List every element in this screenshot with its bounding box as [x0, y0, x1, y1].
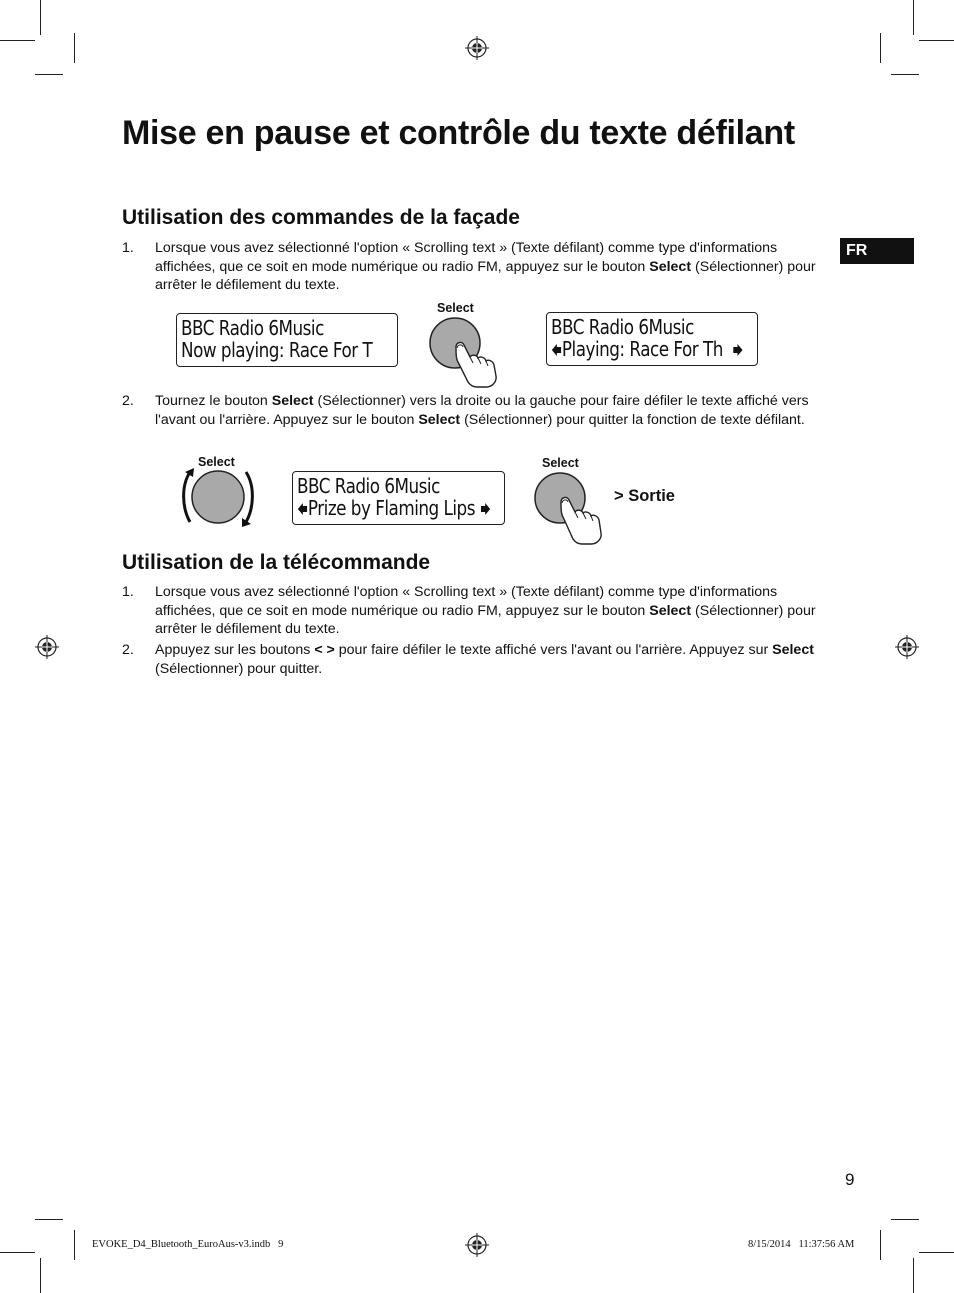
step-number: 1. [122, 240, 134, 256]
crop-mark [35, 74, 63, 75]
crop-mark [40, 1258, 41, 1293]
select-knob-press-icon [428, 316, 500, 388]
registration-mark-icon [465, 1233, 489, 1257]
step-text-bold: Select [271, 393, 314, 409]
crop-mark [0, 1252, 35, 1253]
crop-mark [919, 1252, 954, 1253]
step-text [155, 583, 834, 639]
step-text [155, 641, 834, 678]
knob-label: Select [542, 456, 579, 470]
arrow-left-icon [551, 343, 562, 357]
crop-mark [35, 1219, 63, 1220]
step-text-bold: Select [649, 602, 692, 619]
lcd-display-1 [176, 313, 398, 367]
step-text-part: pour faire défiler le texte affiché vers l'avant ou l'arrière. Appuyez sur [334, 642, 773, 658]
footer-file-name: EVOKE_D4_Bluetooth_EuroAus-v3.indb 9 [92, 1239, 284, 1250]
step-text-part: (Sélectionner) pour quitter. [155, 660, 323, 677]
crop-mark [74, 33, 75, 63]
arrow-left-icon [297, 502, 308, 516]
crop-mark [919, 40, 954, 41]
step-number: 1. [122, 584, 134, 600]
page-title: Mise en pause et contrôle du texte défilant [122, 114, 795, 152]
step-number: 2. [122, 642, 134, 658]
lcd-line-2: Now playing: Race For T [181, 338, 373, 362]
language-tab: FR [840, 238, 914, 264]
step-text-part: (Sélectionner) pour arrêter le défilement du texte. [155, 602, 816, 637]
step-text [155, 392, 834, 429]
knob-label: Select [198, 455, 235, 469]
crop-mark [74, 1230, 75, 1260]
step-number: 2. [122, 393, 134, 409]
instruction-step [122, 641, 834, 678]
crop-mark [880, 33, 881, 63]
lcd-line-text: Playing: Race For Th [561, 337, 723, 361]
crop-mark [880, 1230, 881, 1260]
knob-label: Select [437, 301, 474, 315]
step-text-part: Lorsque vous avez sélectionné l'option « Scrolling text » (Texte défilant) comme type d'informations affichées, que ce soit en mode numérique ou radio FM, appuyez sur le bouton [155, 584, 778, 619]
registration-mark-icon [465, 36, 489, 60]
arrow-right-icon [480, 502, 491, 516]
lcd-line-text: Prize by Flaming Lips [307, 496, 475, 520]
instruction-step [122, 583, 834, 639]
step-text-part: Tournez le bouton [155, 393, 272, 409]
registration-mark-icon [35, 635, 59, 659]
crop-mark [913, 1258, 914, 1293]
step-text-part: (Sélectionner) pour quitter la fonction de texte défilant. [460, 411, 805, 428]
step-text-bold: Select [772, 642, 814, 658]
select-knob-rotate-icon [180, 464, 256, 528]
lcd-display-3 [292, 471, 505, 525]
footer-timestamp: 8/15/2014 11:37:56 AM [748, 1239, 855, 1250]
step-text-bold: Select [418, 411, 461, 428]
section-heading-front-panel: Utilisation des commandes de la façade [122, 206, 520, 229]
step-text-part: (Sélectionner) vers la droite ou la gauche pour faire défiler le texte affiché vers l'avant ou l'arrière. Appuyez sur le bouton [155, 393, 809, 428]
crop-mark [891, 1219, 919, 1220]
crop-mark [0, 40, 35, 41]
arrow-right-icon [733, 343, 744, 357]
exit-label: > Sortie [614, 487, 675, 505]
lcd-line-2 [551, 337, 723, 361]
step-text-part: Appuyez sur les boutons [155, 642, 315, 658]
lcd-line-1: BBC Radio 6Music [181, 316, 324, 340]
crop-mark [913, 0, 914, 35]
crop-mark [40, 0, 41, 35]
instruction-step [122, 239, 834, 295]
lcd-display-2 [546, 312, 758, 366]
step-text-bold: < > [314, 642, 335, 658]
step-text [155, 239, 834, 295]
crop-mark [891, 74, 919, 75]
instruction-step [122, 392, 834, 429]
lcd-line-2 [297, 496, 475, 520]
page-number: 9 [845, 1170, 855, 1189]
section-heading-remote: Utilisation de la télécommande [122, 551, 431, 574]
lcd-line-1: BBC Radio 6Music [551, 315, 694, 339]
step-text-part: Lorsque vous avez sélectionné l'option « Scrolling text » (Texte défilant) comme type d'informations affichées, que ce soit en mode numérique ou radio FM, appuyez sur le bouton [155, 240, 778, 275]
select-knob-press-icon [533, 471, 605, 547]
lcd-line-1: BBC Radio 6Music [297, 474, 440, 498]
step-text-bold: Select [649, 258, 692, 275]
registration-mark-icon [895, 635, 919, 659]
step-text-part: (Sélectionner) pour arrêter le défilement du texte. [155, 258, 816, 293]
